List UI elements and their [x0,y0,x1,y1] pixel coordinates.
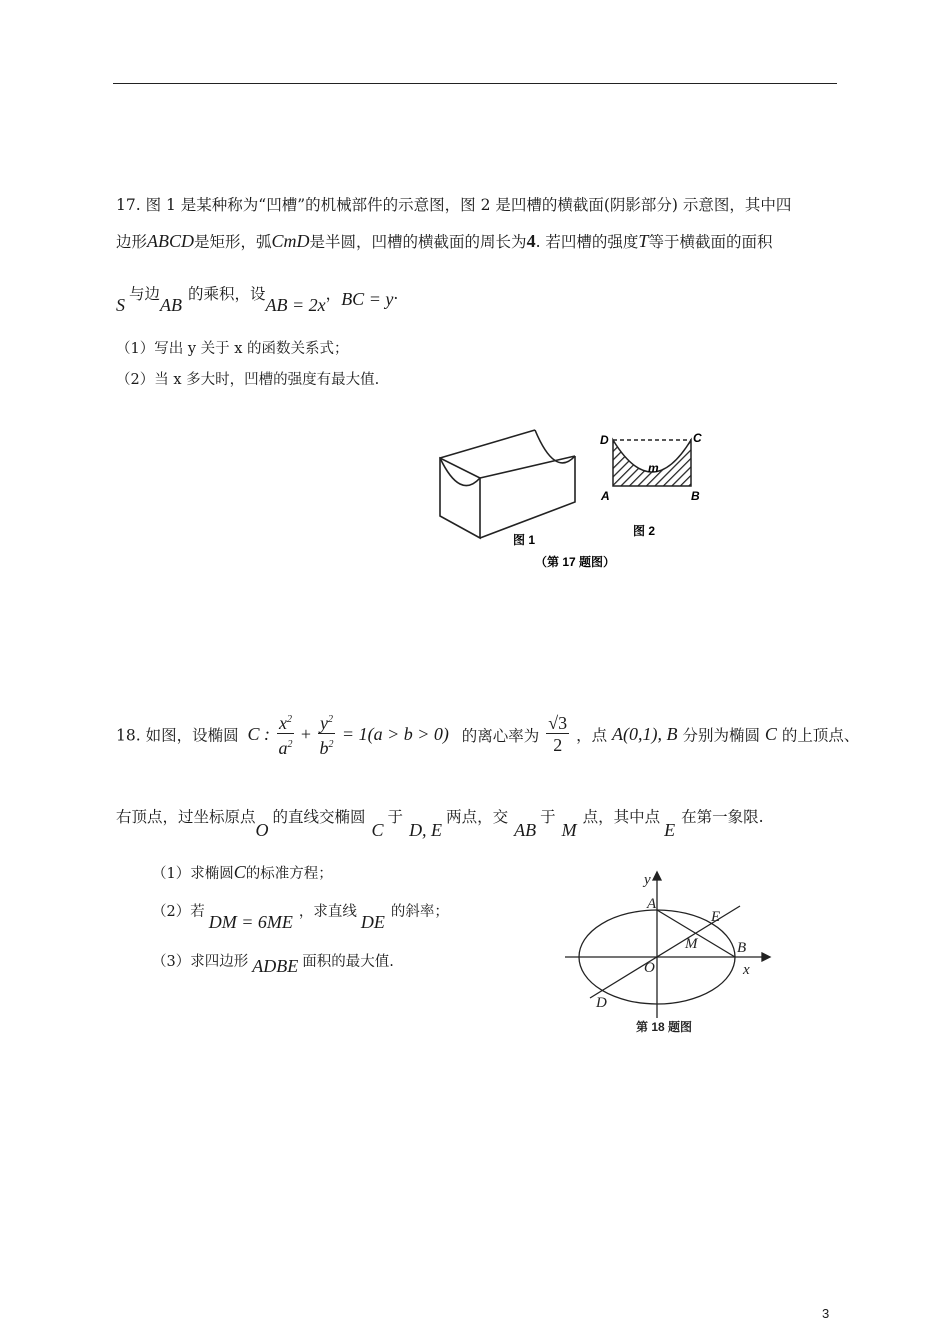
svg-text:m: m [648,461,659,475]
q17-figure [425,418,725,580]
svg-text:D: D [600,433,609,447]
svg-text:O: O [644,960,655,976]
figure1-label: 图 1 [513,533,536,547]
svg-text:B: B [737,940,747,956]
figure2-cross-section [600,431,702,503]
page-number: 3 [822,1306,830,1321]
svg-text:B: B [691,489,700,503]
q18-line1: 18. 如图，设椭圆 C : $\frac{x^2}{a^2}$ + $\frac{y^2}{b^2}$ = 1(a > b > 0) 的离心率为 $\frac{√3}{2}$ ，点 A(0,1), B 分别为椭圆 C 的上顶点、 [116,710,859,764]
svg-text:x: x [743,962,750,978]
svg-text:A: A [601,489,610,503]
ellipse-frac-x: $\frac{x^2}{a^2}$ [277,710,294,759]
q17-line3: S与边AB的乘积，设AB = 2x，BC = y. [116,285,399,315]
q18-part1: （1）求椭圆C的标准方程； [152,862,333,882]
figure18-caption: 第 18 题图 [636,1020,693,1034]
q18-part2: （2）若 DM = 6ME ，求直线 DE 的斜率； [152,904,449,932]
svg-text:D: D [596,995,607,1011]
q18-line2: 右顶点，过坐标原点O的直线交椭圆C于D, E两点，交AB于M点，其中点E在第一象限. [116,808,764,840]
svg-text:C: C [693,431,702,445]
svg-text:y: y [644,872,651,888]
svg-text:M: M [685,936,698,952]
svg-text:E: E [711,909,721,925]
q18-part3: （3）求四边形 ADBE 面积的最大值. [152,954,394,976]
q17-line2: 边形ABCD是矩形，弧CmD是半圆，凹槽的横截面的周长为4. 若凹槽的强度T等于横截面的面积 [116,231,773,251]
q17-part1: （1）写出 y 关于 x 的函数关系式； [116,341,349,357]
q18-figure [560,868,780,1038]
figure2-label: 图 2 [633,524,656,538]
q17-line1: 17. 图 1 是某种称为“凹槽”的机械部件的示意图，图 2 是凹槽的横截面(阴影部分) 示意图，其中四 [116,196,792,214]
svg-text:A: A [647,896,657,912]
figure17-caption: （第 17 题图） [535,555,616,569]
y-axis-arrow [653,872,661,880]
figure1-groove-block [440,430,575,538]
x-axis-arrow [762,953,770,961]
ellipse-frac-y: $\frac{y^2}{b^2}$ [318,710,335,759]
q17-part2: （2）当 x 多大时，凹槽的强度有最大值. [116,372,380,388]
eccentricity-frac: $\frac{√3}{2}$ [548,713,568,755]
header-rule [113,83,837,84]
